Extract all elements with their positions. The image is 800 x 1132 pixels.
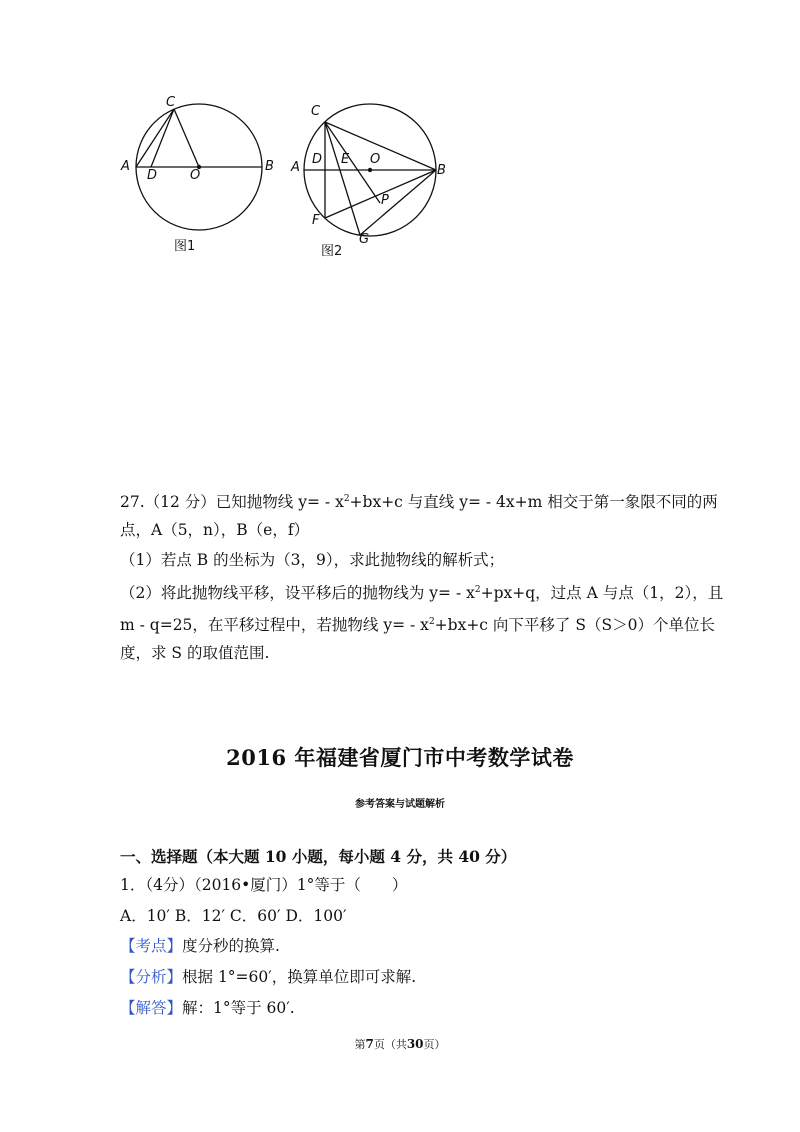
- label-d: D: [147, 168, 158, 183]
- fenxi-tag: 【分析】: [120, 968, 183, 986]
- label-p: P: [381, 193, 389, 208]
- label-c: C: [166, 95, 176, 110]
- kaodian-tag: 【考点】: [120, 937, 183, 955]
- label-e: E: [341, 152, 350, 167]
- label-a: A: [291, 160, 300, 175]
- q1-kaodian: 【考点】度分秒的换算.: [120, 937, 280, 955]
- q1-options: A．10′ B．12′ C．60′ D．100′: [120, 907, 347, 925]
- section-heading: 一、选择题（本大题 10 小题，每小题 4 分，共 40 分）: [120, 847, 517, 866]
- jieda-tag: 【解答】: [120, 999, 183, 1017]
- page-number: 7: [365, 1037, 374, 1051]
- label-c: C: [311, 104, 321, 119]
- q27-line-4: （2）将此抛物线平移，设平移后的抛物线为 $y= - x^2+px+q$，过点 A 与点（1，2），且: [120, 584, 724, 602]
- q27-line-5: m - q=25，在平移过程中，若抛物线 $y= - x^2+bx+c$ 向下平移了 S（S＞0）个单位长: [120, 616, 715, 634]
- answer-title: 2016 年福建省厦门市中考数学试卷: [226, 745, 574, 770]
- q27-line-3: （1）若点 B 的坐标为（3，9），求此抛物线的解析式；: [120, 551, 505, 569]
- label-a: A: [121, 159, 130, 174]
- label-g: G: [359, 232, 370, 247]
- q1-jieda: 【解答】解：1°等于 60′.: [120, 999, 295, 1017]
- answer-subtitle: 参考答案与试题解析: [355, 799, 445, 810]
- q27-line-2: 点，A（5，n），B（e，f）: [120, 521, 310, 539]
- point-o: [368, 168, 372, 172]
- page-footer: 第7页（共30页）: [354, 1037, 446, 1051]
- figure-1: [118, 92, 288, 262]
- segment-co: [174, 109, 199, 167]
- segment-gb: [360, 170, 436, 235]
- q27-line-1: 27.（12 分）已知抛物线 $y= - x^2+bx+c$ 与直线 y= - 4x+m 相交于第一象限不同的两: [120, 493, 718, 511]
- figure-1-caption: 图1: [174, 239, 196, 254]
- label-b: B: [265, 159, 274, 174]
- q27-line-6: 度，求 S 的取值范围.: [120, 644, 270, 662]
- label-o: O: [190, 168, 201, 183]
- label-d: D: [312, 152, 323, 167]
- label-o: O: [370, 152, 381, 167]
- page-total: 30: [406, 1037, 424, 1051]
- figure-2-caption: 图2: [321, 244, 343, 259]
- label-b: B: [437, 163, 446, 178]
- label-f: F: [312, 213, 320, 228]
- q1-fenxi: 【分析】根据 1°=60′，换算单位即可求解.: [120, 968, 417, 986]
- q1-stem: 1．（4分）（2016•厦门）1°等于（ ）: [120, 876, 408, 894]
- segment-cg: [325, 122, 360, 235]
